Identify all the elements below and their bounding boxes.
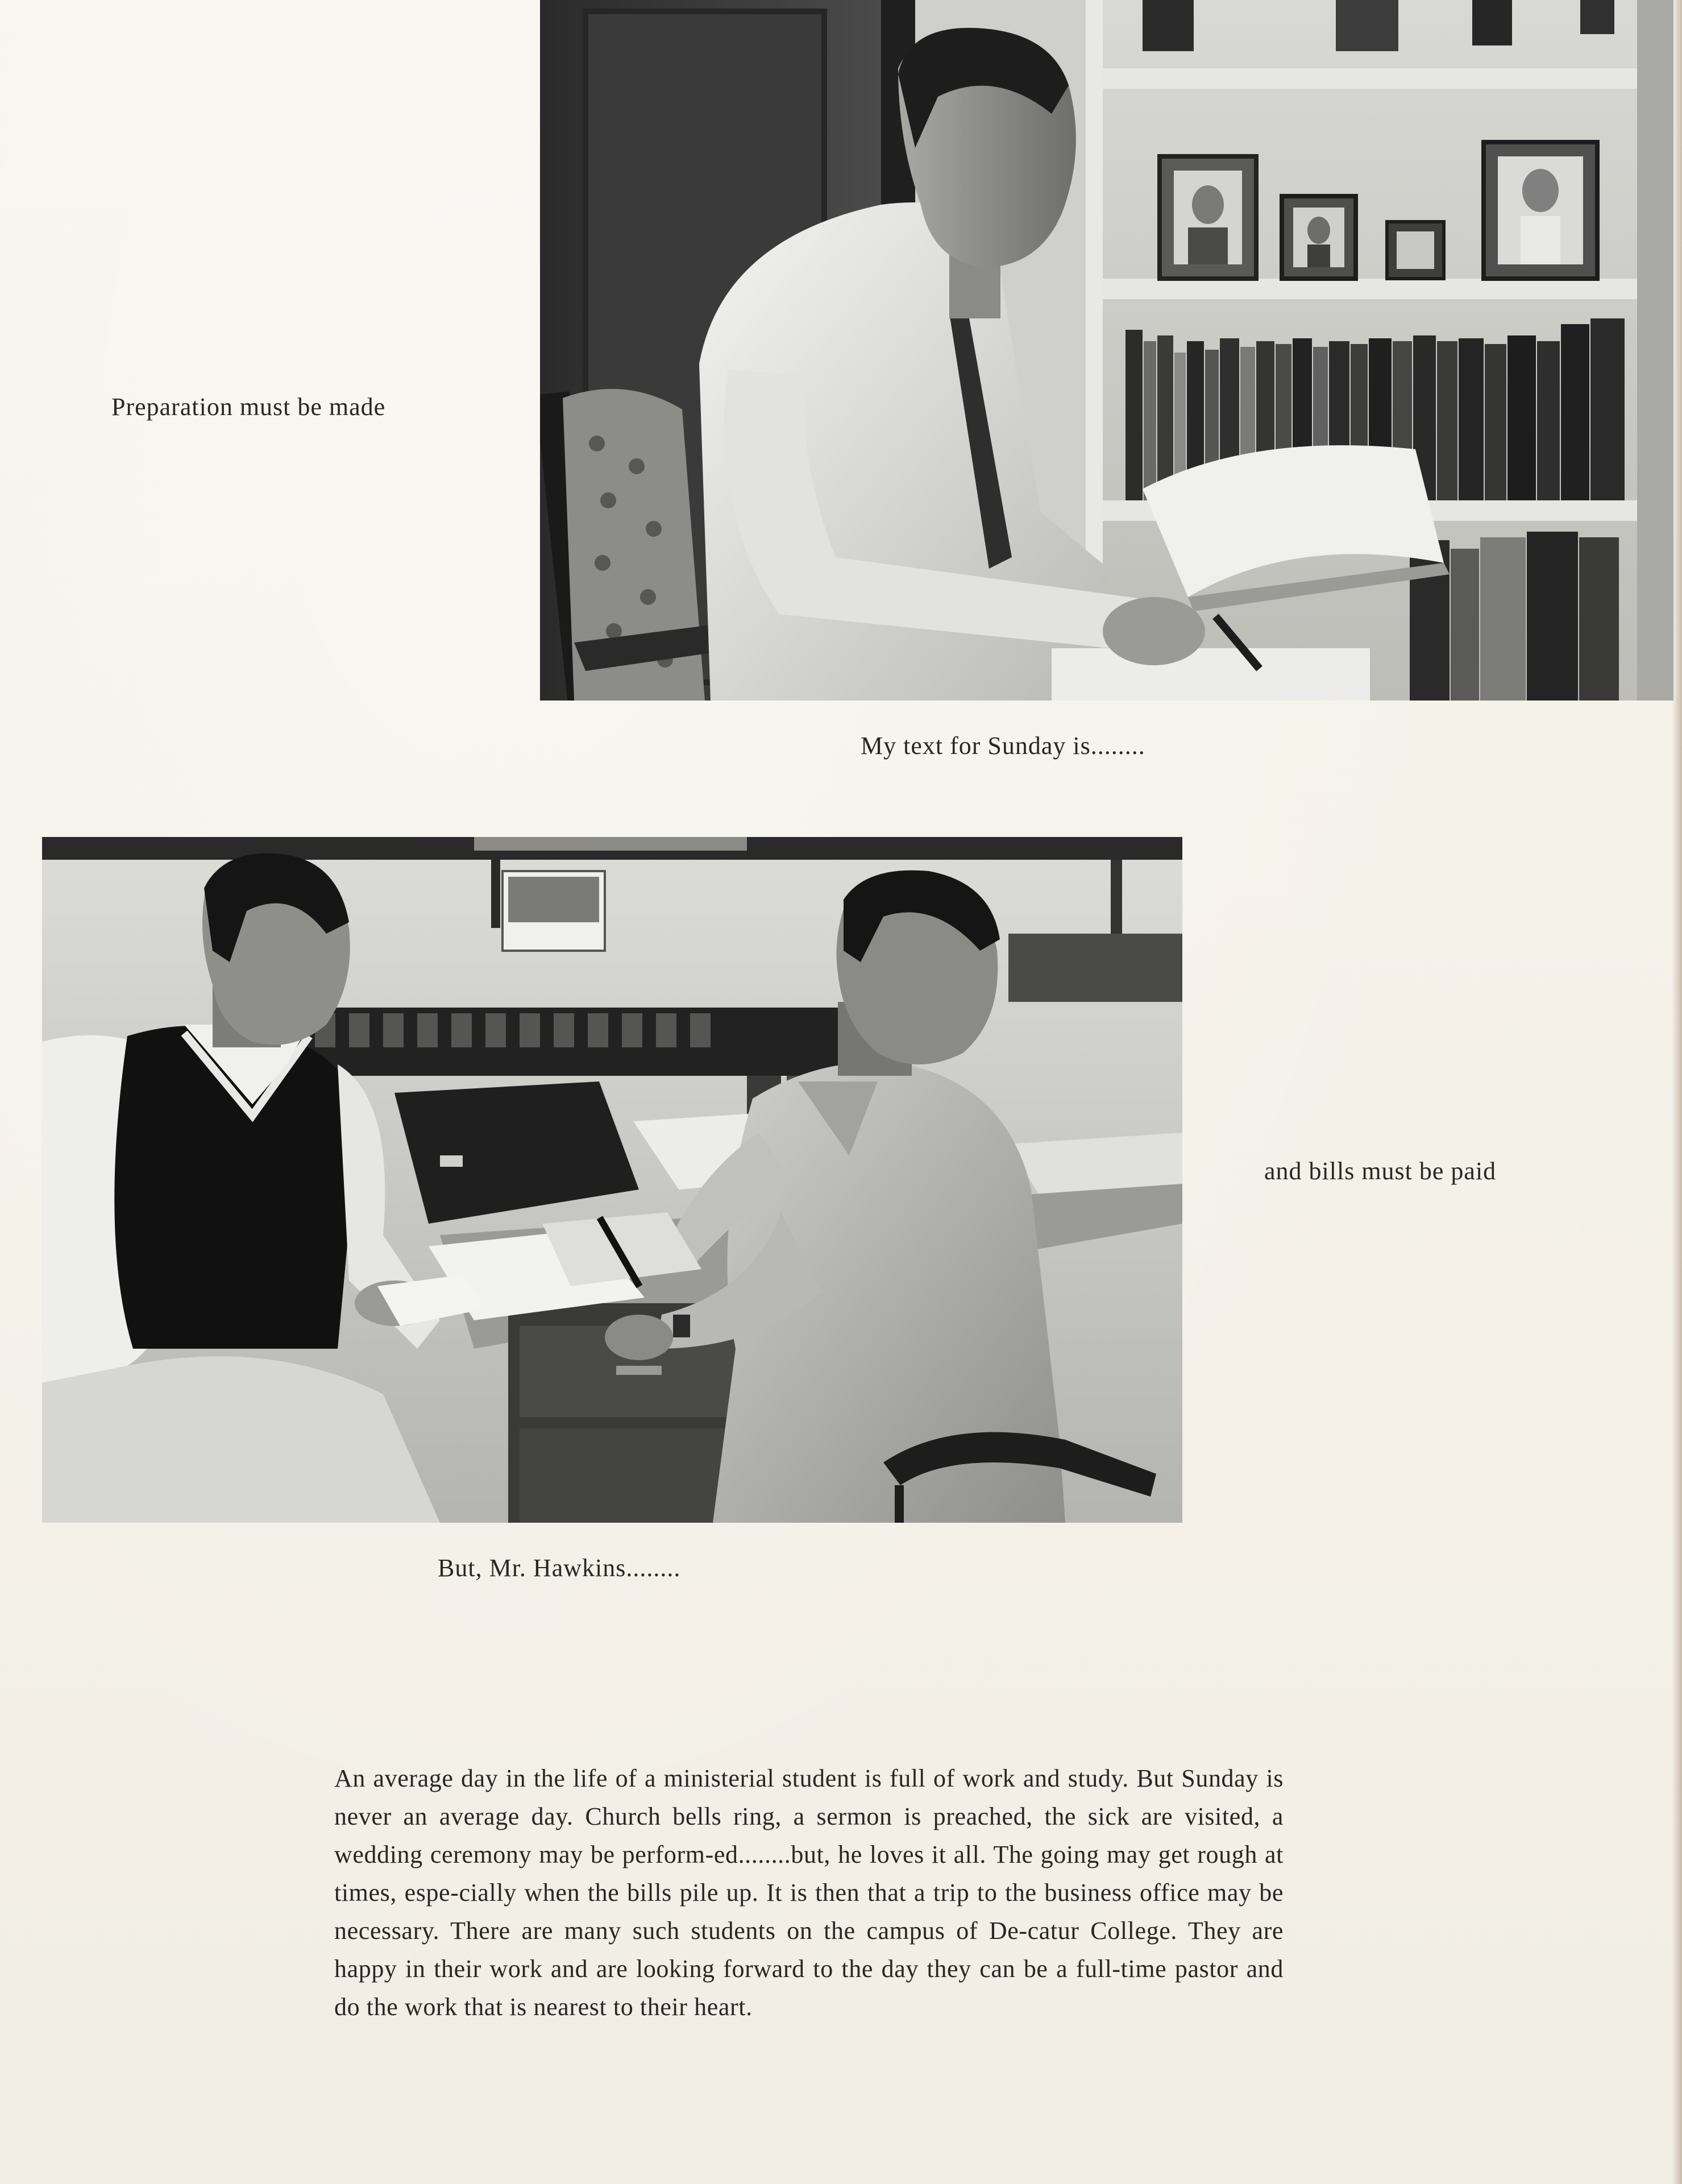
caption-text-for-sunday: My text for Sunday is........	[861, 732, 1145, 760]
body-paragraph: An average day in the life of a ministerial student is full of work and study. But Sunday is never an average day. Church bells ring, a sermon is preached, the sick are visited, a wedding ceremony may be perform-ed........but, he loves it all. The going may get rough at times, espe-cially when the bills pile up. It is then that a trip to the business office may be necessary. There are many such students on the campus of De-catur College. They are happy in their work and are looking forward to the day they can be a full-time pastor and do the work that is nearest to their heart.	[334, 1764, 1284, 2021]
photo-office-illustration	[42, 837, 1182, 1523]
photo-study-illustration	[540, 0, 1673, 701]
photo-man-studying	[540, 0, 1673, 701]
caption-bills: and bills must be paid	[1264, 1157, 1497, 1185]
caption-hawkins: But, Mr. Hawkins........	[438, 1554, 681, 1582]
photo-business-office	[42, 837, 1182, 1523]
caption-preparation: Preparation must be made	[111, 393, 386, 421]
